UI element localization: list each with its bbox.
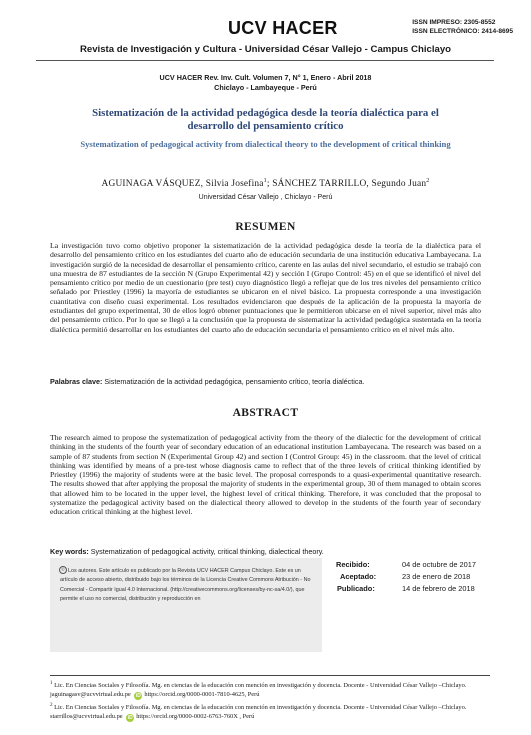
cc-icon: © [59, 566, 67, 574]
abstract-keywords-label: Key words: [50, 547, 89, 556]
author-2-footnote-ref[interactable]: 2 [426, 178, 430, 184]
affiliation: Universidad César Vallejo , Chiclayo - Perú [198, 194, 333, 201]
volume-info [0, 73, 531, 92]
issn-print: ISSN IMPRESO: 2305-8552 [412, 19, 496, 26]
author-separator: ; [266, 179, 273, 190]
journal-subtitle: Revista de Investigación y Cultura - Universidad César Vallejo - Campus Chiclayo [79, 44, 452, 55]
license-box [50, 558, 322, 652]
abstract-text: The research aimed to propose the systematization of pedagogical activity from the theory of the dialectic for the development of critical thinking in the students of the fourth year of secondary education of an educational institution Lambayecana. The research was based on a sample of 87 students from section N (Experimental Group 42) and section I (Control Group: 45) in the classroom. that the level of critical thinking was identified by means of a pre-test whose diagnosis came to reflect that of the three levels of critical thinking identified by Priestley (1996) the majority of students were at the basic level. The proposal corresponds to a quasi-experimental quantitative research. The results showed that after applying the proposal the majority of students in the experimental group, 30 of them managed to obtain scores that allowed him to be located in the upper level, the highest level of critical thinking. Therefore, it was concluded that the proposal to systematize the pedagogical activity based on the dialectical theory allowed to develop in the students of the fourth year of secondary education critical thinking at the highest level. [50, 433, 481, 517]
issn-block [412, 18, 513, 36]
license-text: Los autores. Este artículo es publicado por la Revista UCV HACER Campus Chiclayo. Este es un artículo de acceso abierto, distribuido bajo los términos de la Licencia Creative Commons Atribución - No Comercial - Compartir Igual 4.0 Internacional. (http://creativecommons.org/licenses/by-nc-sa/4.0/), que permite el uso no comercial, distribución y reproducción en [60, 568, 311, 603]
abstract-heading: ABSTRACT [232, 407, 299, 419]
date-accepted-row [336, 572, 516, 584]
author-1: AGUINAGA VÁSQUEZ, Silvia Josefina [101, 179, 264, 190]
orcid-icon[interactable]: iD [135, 692, 141, 699]
author-1-footnote-ref[interactable]: 1 [263, 178, 267, 184]
author-2: SÁNCHEZ TARRILLO, Segundo Juan [272, 179, 427, 190]
published-date: 14 de febrero de 2018 [402, 584, 475, 593]
volume-line: UCV HACER Rev. Inv. Cult. Volumen 7, N° 1, Enero - Abril 2018 [159, 73, 372, 82]
footnote-2 [50, 702, 490, 722]
footnote-1-number: 1 [50, 681, 53, 686]
footnote-2-text[interactable]: Lic. En Ciencias Sociales y Filosofía. Mg. en ciencias de la educación con mención en investigación y docencia. Docente - Universidad César Vallejo –Chiclayo. starrillos@ucvvirtual.edu.pe [50, 704, 467, 720]
footnote-1-text[interactable]: Lic. En Ciencias Sociales y Filosofía. Mg. en ciencias de la educación con mención en investigación y docencia. Docente - Universidad César Vallejo –Chiclayo. jaguinagasv@ucvvirtual.edu.pe [50, 682, 467, 698]
resumen-keywords-list: Sistematización de la actividad pedagógica, pensamiento crítico, teoría dialéctica. [102, 377, 365, 386]
resumen-keywords [50, 377, 490, 386]
footnote-divider [50, 675, 490, 676]
footnote-2-orcid[interactable]: https://orcid.org/0000-0002-6763-760X , Perú [136, 712, 255, 720]
authors-line [0, 178, 531, 189]
orcid-icon[interactable]: iD [127, 714, 133, 721]
footnote-1-orcid[interactable]: https://orcid.org/0000-0001-7810-4625, Perú [144, 690, 260, 698]
accepted-label: Aceptado: [340, 572, 377, 581]
date-published-row [336, 584, 516, 596]
resumen-text: La investigación tuvo como objetivo proponer la sistematización de la actividad pedagógica desde la teoría de la dialéctica para el desarrollo del pensamiento crítico en los estudiantes del cuarto año de educación secundaria de una institución educativa Lambayecana. La investigación surgió de la necesidad de desarrollar el pensamiento crítico, carente en las aulas del nivel secundario, el estudio se trabajó con una muestra de 87 estudiantes de la sección N (Grupo Experimental 42) y sección I (Grupo Control: 45) en el que se identificó el nivel del pensamiento crítico por medio de un cuestionario (pre test) cuyo diagnóstico llegó a reflejar que de los tres niveles del pensamiento crítico señalado por Priestley (1996) la mayoría de estudiantes se ubicaron en el nivel básico. La propuesta corresponde a una investigación cuantitativa con diseño cuasi experimental. Los resultados evidenciaron que después de la aplicación de la propuesta la mayoría de estudiantes del grupo experimental, 30 de ellos logró obtener puntuaciones que le permitieron ubicarse en el nivel superior, nivel más alto del pensamiento crítico. Por lo que se llegó a la conclusión que la propuesta de sistematizar la actividad pedagógica sustentada en la teoría dialéctica permitió desarrollar en los estudiantes del cuarto año de educación secundaria el pensamiento crítico en el nivel más alto. [50, 241, 481, 334]
footnote-1 [50, 680, 490, 700]
published-label: Publicado: [337, 584, 375, 593]
footnote-2-number: 2 [50, 703, 53, 708]
header-divider [36, 60, 494, 61]
issn-electronic: ISSN ELECTRÓNICO: 2414-8695 [412, 28, 513, 35]
article-title-english: Systematization of pedagogical activity from dialectical theory to the development of critical thinking [80, 139, 451, 149]
resumen-heading: RESUMEN [235, 221, 296, 233]
received-label: Recibido: [336, 560, 370, 569]
date-received-row [336, 560, 516, 572]
journal-name: UCV HACER [228, 18, 338, 38]
resumen-keywords-label: Palabras clave: [50, 377, 103, 386]
article-title-spanish: Sistematización de la actividad pedagógica desde la teoría dialéctica para el desarrollo del pensamiento crítico [92, 107, 439, 132]
location-line: Chiclayo - Lambayeque - Perú [214, 82, 317, 92]
received-date: 04 de octubre de 2017 [402, 560, 476, 569]
accepted-date: 23 de enero de 2018 [402, 572, 471, 581]
abstract-keywords [50, 547, 490, 556]
abstract-keywords-list: Systematization of pedagogical activity, critical thinking, dialectical theory. [88, 547, 324, 556]
